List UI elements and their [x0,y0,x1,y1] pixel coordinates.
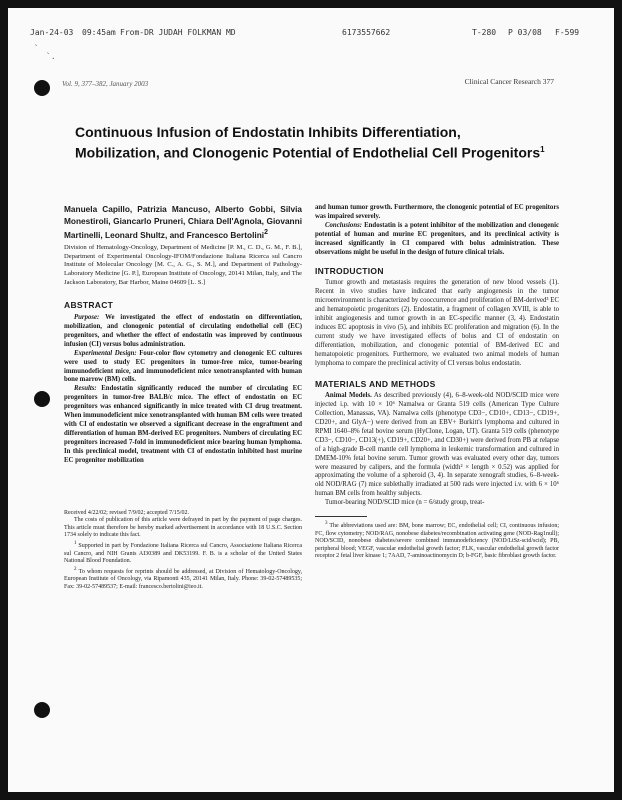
results-text: Endostatin significantly reduced the number of circulating EC progenitors in tumor-free BALB/c mice. The effect of endostatin on EC progenitors was enhanced significantly in mice treated with CI drug treatment. When immunodeficient mice xenotransplanted with human BM cells were treated with CI of endostatin we observed a significant decrease in the engraftment and differentiation of human BM-derived EC progenitors. Numbers of circulating EC progenitors increased 7-fold in immunodeficient mice bearing human lymphoma. In this preclinical model, treatment with CI of endostatin inhibited host murine EC progenitor mobilization [64,385,303,464]
author-footnote-mark: 2 [264,229,268,236]
funding-text: Supported in part by Fondazione Italiana Ricerca sul Cancro, Associazione Italiana Ricerca sul Cancro, and NIH Grants AI30389 and DK53199. F. B. is a scholar of the United States National Blood Foundation. [64,542,303,565]
fax-code: T-280 [472,28,497,37]
fax-form: F-599 [555,28,580,37]
results-label: Results: [74,385,97,393]
abbrev-footnote-mark: 3 [325,521,328,527]
article-title [75,124,545,162]
conclusions-text: Endostatin is a potent inhibitor of the mobilization and clonogenic potential of human and murine EC progenitors, and its preclinical activity is increased significantly in CI compared with bolus administration. These observations might be useful in the design of future clinical trials. [315,221,559,256]
abstract-design [64,350,302,386]
abstract-results [64,385,302,465]
conclusions-label: Conclusions: [325,221,363,229]
fax-date: Jan-24-03 [30,28,74,37]
purpose-text: We investigated the effect of endostatin on differentiation, mobilization, and clonogenic potential of circulating endothelial cell (EC) progenitors, and whether the effect of endostatin was improved by continuous infusion (CI) versus bolus administration. [64,314,302,348]
fax-phone: 6173557662 [342,28,391,37]
scan-mark: `. [46,52,56,61]
introduction-text: Tumor growth and metastasis requires the generation of new blood vessels (1). Recent in vivo studies have indicated that early angiogenesis in the tumor microenvironment is characterized by cooccurrence and proliferation of BM-derived³ EC and hematopoietic progenitors (2). Endostatin, a fragment of collagen XVIII, is able to inhibit angiogenesis and tumor growth in an EC-specific manner (3, 4). Endostatin induces EC apoptosis in vivo (5), and inhibits EC proliferation and migration (6). In the current study we have investigated effects of bolus and CI of endostatin on differentiation, mobilization, and clonogenic potential of BM-derived EC and hematopoietic progenitors. Furthermore, we evaluated two animal models of human lymphoma to compare the preclinical activity of CI versus bolus endostatin. [315,279,559,367]
design-text: Four-color flow cytometry and clonogenic EC cultures were used to study EC progenitors in tumor-free mice, tumor-bearing immunodeficient mice, and immunodeficient mice xenotransplanted with human bone marrow (BM) cells. [64,349,303,384]
animal-models-label: Animal Models. [325,392,372,400]
reprint-footnote: $^2$ To whom requests for reprints should be addressed, at Division of Hematology-Oncology, European Institute of Oncology, via Ripamonti 435, 20141 Milan, Italy. Phone: 39-02-57489535; Fax: 39-02-57489537; E-mail: francesco.bertolini@ieo.it. [64,566,302,590]
fax-time: 09:45am [82,28,116,37]
reprint-text: To whom requests for reprints should be addressed, at Division of Hematology-Oncology, European Institute of Oncology, via Ripamonti 435, 20141 Milan, Italy. Phone: 39-02-57489535; Fax: 39-02-57489537; E-mail: francesco.bertolini@ieo.it. [64,568,302,590]
author-affiliations: Division of Hematology-Oncology, Department of Medicine [P. M., C. D., G. M., F. B.], Department of Experimental Oncology-IFOM/Fondazione Italiana Ricerca sul Cancro Institute of Molecular Oncology [M. C., A. G., S. M.], and Department of Pathology-Laboratory Medicine [G. P.], European Institute of Oncology, 20141 Milan, Italy, and The Jackson Laboratory, Bar Harbor, Maine 04609 [L. S.] [64,244,302,286]
scan-mark: ` [34,44,39,53]
punch-hole-top [34,80,50,96]
running-head-volume: Vol. 9, 377–382, January 2003 [62,80,149,88]
abbrev-footnote-text: The abbreviations used are: BM, bone marrow; EC, endothelial cell; CI, continuous infusion; FC, flow cytometry; NOD/RAG, nonobese diabetes/recombination activating gene (NOD-Rag1null); NOD/SCID, nonobese diabetes/severe combined immunodeficiency (NOD/LtSz-scid/scid); PB, peripheral blood; VEGF, vascular endothelial growth factor; FLK, vascular endothelial growth factor receptor 2 fetal liver kinase 1; 7AAD, 7-aminoactinomycin D; b-FGF, basic fibroblast growth factor. [315,523,559,560]
page-charge-note: The costs of publication of this article were defrayed in part by the payment of page charges. This article must therefore be hereby marked advertisement in accordance with 18 U.S.C. Section 1734 solely to indicate this fact. [64,517,302,539]
fax-page: P 03/08 [508,28,542,37]
abstract-heading: ABSTRACT [64,300,114,311]
scan-border-top [0,0,622,8]
methods-animal-models [315,392,559,499]
footnote-rule [315,516,367,517]
author-names: Manuela Capillo, Patrizia Mancuso, Alberto Gobbi, Silvia Monestiroli, Giancarlo Pruneri, Chiara Dell'Agnola, Giovanni Martinelli, Leonard Shultz, and Francesco Bertolini [64,204,302,240]
scan-border-bottom [0,792,622,800]
right-column [315,204,559,561]
abstract-results-continued: and human tumor growth. Furthermore, the clonogenic potential of EC progenitors was impaired severely. [315,204,559,220]
methods-continuation: Tumor-bearing NOD/SCID mice (n = 6/study group, treat- [325,499,485,507]
received-footnotes [64,510,302,592]
left-column [64,204,302,591]
animal-models-text: As described previously (4), 6–8-week-old NOD/SCID mice were injected i.p. with 10 × 10⁶ Namalwa or Granta 519 cells (American Type Culture Collection, Manassas, VA). Namalwa cells (phenotype CD3−, CD10+, CD13−, CD19+, CD20+, and GlyA−) were derived from an EBV+ Burkitt's lymphoma and cultured in RPMI 1640–8% fetal bovine serum (HyClone, Logan, UT). Granta 519 cells (phenotype CD3−, CD10−, CD13(+), CD19+, CD20+, and CD30+) were derived from PB at relapse of a high-grade B-cell mantle cell lymphoma in leukemic transformation and cultured in DMEM-10% fetal bovine serum. Tumor growth was evaluated every other day, tumors were measured by calipers, and the formula (width² × length × 0.52) was applied for approximating the volume of a spheroid (3, 4). In separate xenograft studies, 6–8-week-old NOD/RAG (7) mice sublethally irradiated at 500 rads were injected i.v. with 6 × 10⁶ human BM cells from healthy subjects. [315,392,559,498]
scan-border-right [614,0,622,800]
author-list [64,204,302,241]
punch-hole-middle [34,391,50,407]
running-head-journal: Clinical Cancer Research 377 [464,77,554,86]
fax-sender: From-DR JUDAH FOLKMAN MD [120,28,236,37]
abbreviation-footnote [315,520,559,561]
punch-hole-bottom [34,702,50,718]
abstract-conclusions [315,222,559,258]
abstract-purpose [64,314,302,350]
purpose-label: Purpose: [74,314,100,322]
introduction-heading: INTRODUCTION [315,266,384,277]
funding-footnote: $^1$ Supported in part by Fondazione Italiana Ricerca sul Cancro, Associazione Italiana Ricerca sul Cancro, and NIH Grants AI30389 and DK53199. F. B. is a scholar of the United States National Blood Foundation. [64,540,303,565]
scan-border-left [0,0,8,800]
received-dates: Received 4/22/02; revised 7/9/02; accepted 7/15/02. [64,509,189,516]
methods-heading: MATERIALS AND METHODS [315,379,436,390]
title-text: Continuous Infusion of Endostatin Inhibits Differentiation, Mobilization, and Clonogenic Potential of Endothelial Cell Progenitors [75,124,541,161]
design-label: Experimental Design: [74,349,137,357]
title-footnote-mark: 1 [540,145,545,154]
